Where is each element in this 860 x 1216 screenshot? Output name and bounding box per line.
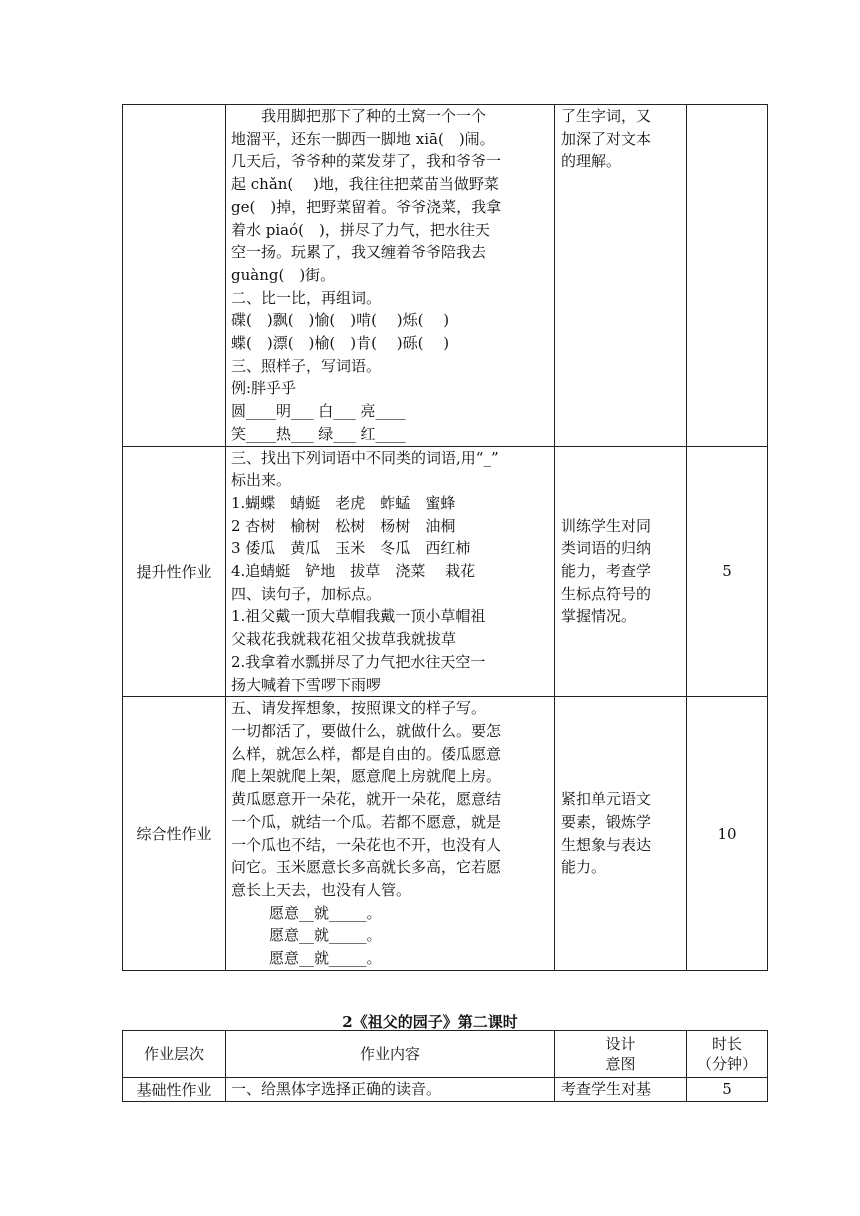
header-level: 作业层次 xyxy=(123,1031,226,1078)
fill-line: 愿意__就_____。 xyxy=(269,926,382,945)
level-cell: 提升性作业 xyxy=(123,446,226,697)
content-line: 笑____热___ 绿___ 红____ xyxy=(231,424,406,443)
intent-cell xyxy=(555,697,687,970)
table-row-comprehensive xyxy=(123,697,768,970)
fill-line: 愿意__就_____。 xyxy=(269,949,382,968)
content-line: 意长上天去，也没有人管。 xyxy=(231,880,412,899)
content-line: 2.我拿着水瓢拼尽了力气把水往天空一 xyxy=(231,652,486,671)
content-line: 么样，就怎么样，都是自由的。倭瓜愿意 xyxy=(231,744,502,763)
level-cell: 综合性作业 xyxy=(123,697,226,970)
content-line: 几天后，爷爷种的菜发芽了，我和爷爷一 xyxy=(231,152,502,171)
content-cell: 一、给黑体字选择正确的读音。 xyxy=(226,1078,555,1102)
content-cell xyxy=(226,105,555,447)
content-line: 父栽花我就栽花祖父拔草我就拔草 xyxy=(231,630,457,649)
duration-cell: 5 xyxy=(687,1078,768,1102)
header-intent-line: 设计 xyxy=(605,1035,636,1053)
intent-line: 能力，考查学 xyxy=(561,562,652,581)
content-line: 黄瓜愿意开一朵花，就开一朵花，愿意结 xyxy=(231,790,502,809)
content-line: 4.追蜻蜓 铲地 拔草 浇菜 栽花 xyxy=(231,562,476,581)
intent-line: 能力。 xyxy=(561,858,607,877)
content-cell xyxy=(226,446,555,697)
table-row-basic xyxy=(123,1078,768,1102)
content-line: 一个瓜，就结一个瓜。若都不愿意，就是 xyxy=(231,812,502,831)
content-line: 1.祖父戴一顶大草帽我戴一顶小草帽祖 xyxy=(231,607,486,626)
content-line: 圆____明___ 白___ 亮____ xyxy=(231,402,406,421)
content-line: ge( )掉，把野菜留着。爷爷浇菜，我拿 xyxy=(231,197,502,216)
content-line: 蝶( )漂( )榆( )肯( )砾( ) xyxy=(231,334,450,353)
content-line: 一切都活了，要做什么，就做什么。要怎 xyxy=(231,721,502,740)
content-line: 空一扬。玩累了，我又缠着爷爷陪我去 xyxy=(231,243,487,262)
header-duration-line: （分钟） xyxy=(696,1055,757,1073)
content-line: 三、照样子，写词语。 xyxy=(231,356,382,375)
homework-table-1 xyxy=(122,104,768,971)
content-line: 爬上架就爬上架，愿意爬上房就爬上房。 xyxy=(231,767,502,786)
table-row-basic-continued xyxy=(123,105,768,447)
intent-line: 了生字词，又 xyxy=(561,107,652,125)
intent-cell: 考查学生对基 xyxy=(555,1078,687,1102)
intent-cell xyxy=(555,446,687,697)
content-line: 三、找出下列词语中不同类的词语,用“_” xyxy=(231,448,499,467)
intent-line: 训练学生对同 xyxy=(561,516,652,535)
intent-line: 掌握情况。 xyxy=(561,607,637,626)
content-line: 1.蝴蝶 蜻蜓 老虎 蚱蜢 蜜蜂 xyxy=(231,493,456,512)
intent-line: 的理解。 xyxy=(561,152,622,171)
content-line: 一个瓜也不结，一朵花也不开，也没有人 xyxy=(231,835,502,854)
content-line: 问它。玉米愿意长多高就长多高，它若愿 xyxy=(231,858,502,877)
content-line: guàng( )街。 xyxy=(231,265,336,284)
intent-line: 紧扣单元语文 xyxy=(561,790,652,809)
intent-line: 加深了对文本 xyxy=(561,129,652,148)
level-cell: 基础性作业 xyxy=(123,1078,226,1102)
level-cell-empty xyxy=(123,105,226,447)
intent-line: 生想象与表达 xyxy=(561,835,652,854)
content-line: 四、读句子，加标点。 xyxy=(231,584,382,603)
content-line: 着水 piaó( )，拼尽了力气，把水往天 xyxy=(231,220,490,239)
duration-cell: 5 xyxy=(687,446,768,697)
intent-line: 生标点符号的 xyxy=(561,584,652,603)
content-line: 地溜平，还东一脚西一脚地 xiā( )闹。 xyxy=(231,129,495,148)
content-line: 扬大喊着下雪啰下雨啰 xyxy=(231,675,382,694)
intent-line: 要素，锻炼学 xyxy=(561,812,652,831)
content-line: 2 杏树 榆树 松树 杨树 油桐 xyxy=(231,516,456,535)
content-line: 碟( )飘( )愉( )啃( )烁( ) xyxy=(231,311,450,330)
duration-cell-empty xyxy=(687,105,768,447)
content-line: 二、比一比，再组词。 xyxy=(231,288,382,307)
header-intent xyxy=(555,1031,687,1078)
intent-line: 类词语的归纳 xyxy=(561,539,652,558)
header-intent-line: 意图 xyxy=(605,1055,636,1073)
content-line: 例:胖乎乎 xyxy=(231,379,297,398)
header-content: 作业内容 xyxy=(226,1031,555,1078)
content-line: 我用脚把那下了种的土窝一个一个 xyxy=(261,107,487,125)
table-row-improvement xyxy=(123,446,768,697)
duration-cell: 10 xyxy=(687,697,768,970)
content-line: 3 倭瓜 黄瓜 玉米 冬瓜 西红柿 xyxy=(231,539,471,558)
section-title: 2《祖父的园子》第二课时 xyxy=(342,1013,518,1031)
content-cell xyxy=(226,697,555,970)
table-header-row xyxy=(123,1031,768,1078)
content-line: 五、请发挥想象，按照课文的样子写。 xyxy=(231,699,487,718)
content-line: 起 chǎn( )地，我往往把菜苗当做野菜 xyxy=(231,175,499,194)
fill-line: 愿意__就_____。 xyxy=(269,903,382,922)
homework-table-2 xyxy=(122,1030,768,1102)
intent-cell xyxy=(555,105,687,447)
header-duration xyxy=(687,1031,768,1078)
header-duration-line: 时长 xyxy=(711,1035,742,1053)
content-line: 标出来。 xyxy=(231,471,292,490)
